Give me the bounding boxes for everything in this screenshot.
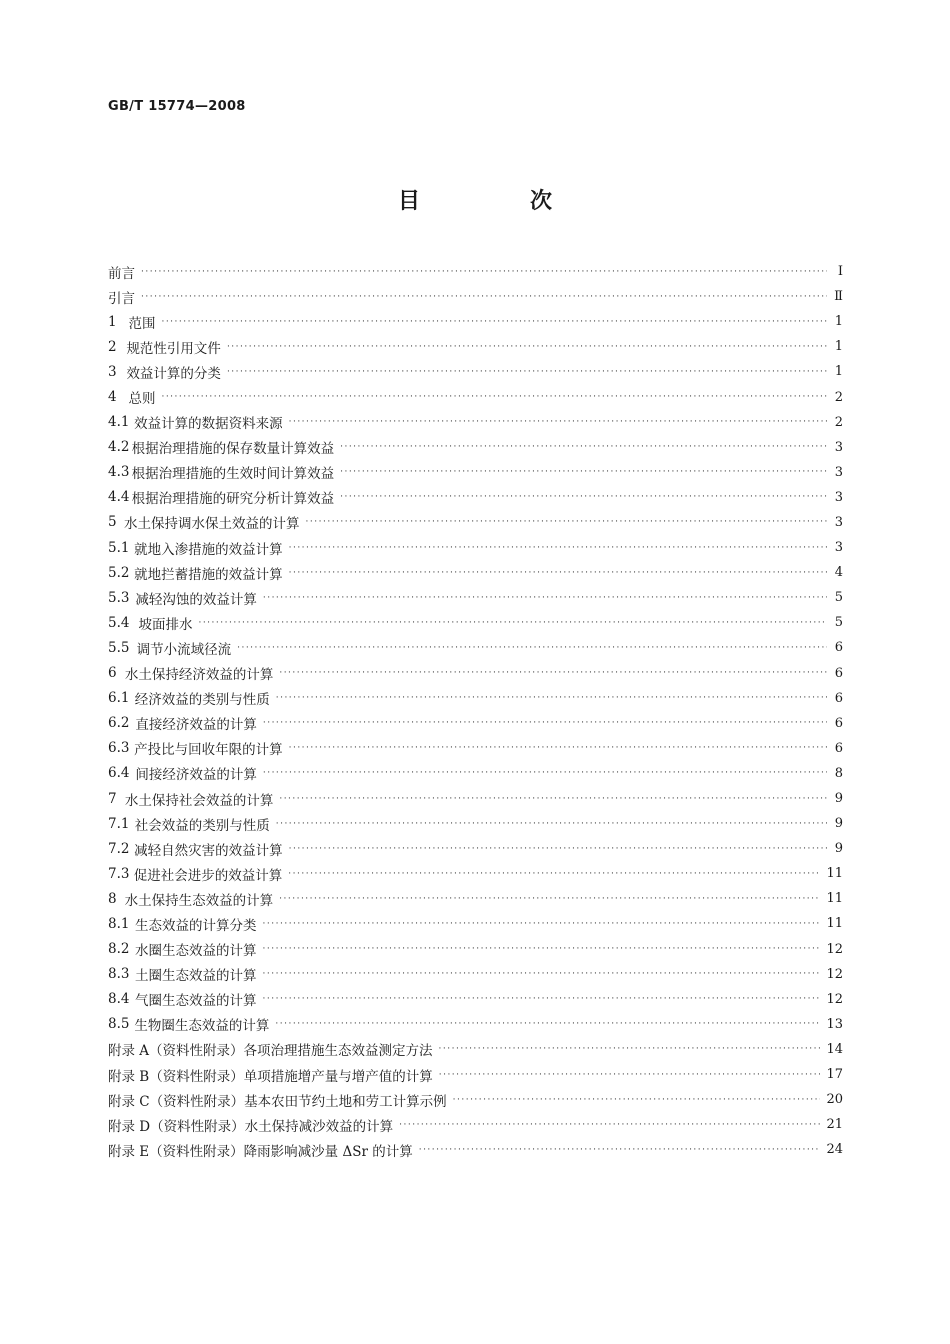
toc-entry-page: 9 (834, 816, 843, 832)
dot-leader (340, 440, 827, 454)
toc-entry-number: 6.3 (108, 740, 130, 757)
toc-entry[interactable] (108, 711, 843, 736)
dot-leader (263, 917, 821, 931)
toc-entry-label: 社会效益的类别与性质 (134, 817, 270, 834)
toc-entry-page: 3 (834, 489, 843, 505)
toc-entry-page: 1 (834, 339, 843, 355)
toc-entry-number: 3 (108, 363, 117, 380)
toc-entry-label: 直接经济效益的计算 (135, 717, 257, 734)
toc-entry-number: 4.3 (108, 464, 130, 481)
toc-entry-page: 2 (834, 414, 843, 430)
dot-leader (399, 1118, 820, 1132)
toc-entry[interactable] (108, 1012, 843, 1037)
toc-entry-number: 8.2 (108, 941, 130, 958)
toc-entry[interactable] (108, 962, 843, 987)
toc-entry[interactable] (108, 911, 843, 936)
dot-leader (289, 566, 827, 580)
dot-leader (161, 390, 827, 404)
toc-entry[interactable] (108, 786, 843, 811)
toc-entry-number: 7 (108, 790, 117, 807)
toc-entry-page: Ⅱ (834, 289, 843, 305)
standard-code: GB/T 15774—2008 (108, 99, 246, 114)
toc-entry[interactable] (108, 661, 843, 686)
toc-entry-label: 经济效益的类别与性质 (134, 692, 270, 709)
toc-entry-number: 4.1 (108, 414, 130, 431)
toc-entry[interactable] (108, 384, 843, 409)
toc-entry[interactable] (108, 535, 843, 560)
dot-leader (227, 340, 827, 354)
toc-entry-page: 6 (834, 665, 843, 681)
toc-entry-label: 总则 (128, 391, 156, 408)
toc-entry-label: 根据治理措施的保存数量计算效益 (131, 441, 335, 458)
toc-entry-label: 降雨影响减沙量 ΔSr 的计算 (243, 1143, 413, 1160)
toc-entry[interactable] (108, 259, 843, 284)
dot-leader (279, 892, 820, 906)
toc-entry-page: Ⅰ (837, 264, 843, 280)
toc-entry-label: 单项措施增产量与增产值的计算 (243, 1068, 433, 1085)
toc-entry-number: 8.3 (108, 966, 130, 983)
toc-entry-number: 6.2 (108, 715, 130, 732)
toc-entry[interactable] (108, 987, 843, 1012)
dot-leader (279, 666, 827, 680)
toc-entry-page: 9 (834, 841, 843, 857)
toc-entry[interactable] (108, 1037, 843, 1062)
toc-entry-label: 引言 (108, 290, 135, 307)
toc-entry-page: 11 (826, 891, 843, 907)
toc-entry-label: 促进社会进步的效益计算 (133, 867, 283, 884)
toc-entry-number: 5.2 (108, 564, 130, 581)
toc-entry-number: 1 (108, 313, 117, 330)
toc-entry-label: 就地拦蓄措施的效益计算 (134, 566, 283, 583)
toc-entry-label: 水土保持减沙效益的计算 (244, 1118, 394, 1135)
toc-entry-label: 效益计算的数据资料来源 (134, 416, 283, 433)
toc-entry-label: 根据治理措施的研究分析计算效益 (131, 491, 335, 508)
toc-entry-page: 11 (826, 916, 843, 932)
toc-entry-label: 减轻沟蚀的效益计算 (135, 591, 257, 608)
toc-entry-label: 生态效益的计算分类 (135, 917, 257, 934)
dot-leader (237, 641, 827, 655)
dot-leader (263, 992, 821, 1006)
toc-entry-label: 水土保持生态效益的计算 (124, 892, 274, 909)
toc-entry-number: 附录 C（资料性附录） (108, 1093, 245, 1110)
dot-leader (141, 265, 827, 279)
toc-entry[interactable] (108, 485, 843, 510)
toc-entry-number: 附录 D（资料性附录） (108, 1118, 245, 1135)
toc-entry-page: 13 (826, 1016, 843, 1032)
toc-entry[interactable] (108, 410, 843, 435)
toc-entry-label: 基本农田节约土地和劳工计算示例 (244, 1093, 447, 1110)
toc-entry-page: 3 (834, 514, 843, 530)
toc-entry[interactable] (108, 861, 843, 886)
dot-leader (289, 741, 827, 755)
toc-entry-page: 12 (826, 966, 843, 982)
dot-leader (263, 716, 827, 730)
dot-leader (263, 591, 827, 605)
toc-entry-label: 各项治理措施生态效益测定方法 (243, 1043, 433, 1060)
dot-leader (198, 616, 827, 630)
toc-entry-page: 5 (834, 615, 843, 631)
toc-entry-label: 气圈生态效益的计算 (135, 993, 257, 1010)
toc-entry-number: 8.4 (108, 991, 130, 1008)
toc-entry-number: 8.5 (108, 1016, 130, 1033)
toc-entry-label: 效益计算的分类 (126, 365, 221, 382)
toc-entry[interactable] (108, 686, 843, 711)
toc-entry-page: 8 (834, 765, 843, 781)
toc-entry[interactable] (108, 635, 843, 660)
toc-entry-page: 11 (826, 866, 843, 882)
dot-leader (289, 415, 827, 429)
dot-leader (276, 691, 827, 705)
toc-entry-page: 3 (834, 439, 843, 455)
toc-entry-label: 前言 (108, 265, 135, 282)
dot-leader (419, 1143, 821, 1157)
dot-leader (141, 290, 827, 304)
toc-entry[interactable] (108, 510, 843, 535)
toc-entry-label: 坡面排水 (138, 616, 193, 633)
toc-entry-number: 8 (108, 890, 117, 907)
toc-entry[interactable] (108, 937, 843, 962)
toc-entry-label: 水圈生态效益的计算 (135, 943, 257, 960)
toc-entry[interactable] (108, 761, 843, 786)
toc-entry-number: 5.4 (108, 614, 130, 631)
toc-entry-page: 5 (834, 590, 843, 606)
toc-entry-page: 4 (834, 565, 843, 581)
toc-entry-label: 规范性引用文件 (126, 340, 221, 357)
toc-entry-label: 就地入渗措施的效益计算 (134, 541, 283, 558)
toc-entry[interactable] (108, 886, 843, 911)
toc-entry-number: 7.1 (108, 815, 130, 832)
toc-entry[interactable] (108, 309, 843, 334)
toc-entry-number: 5.3 (108, 589, 130, 606)
toc-entry-number: 附录 B（资料性附录） (108, 1068, 244, 1085)
dot-leader (161, 315, 827, 329)
toc-entry[interactable] (108, 435, 843, 460)
toc-entry-page: 12 (826, 941, 843, 957)
toc-entry-page: 3 (834, 540, 843, 556)
toc-entry-page: 14 (826, 1041, 843, 1057)
toc-entry-number: 附录 A（资料性附录） (108, 1043, 244, 1060)
toc-entry-number: 4.4 (108, 489, 130, 506)
dot-leader (263, 766, 827, 780)
toc-entry-number: 7.2 (108, 840, 130, 857)
toc-entry-label: 水土保持调水保土效益的计算 (124, 516, 300, 533)
toc-entry-number: 8.1 (108, 915, 130, 932)
dot-leader (439, 1068, 821, 1082)
toc-entry-label: 土圈生态效益的计算 (135, 968, 257, 985)
dot-leader (227, 365, 827, 379)
toc-entry-page: 6 (834, 715, 843, 731)
toc-entry-label: 调节小流域径流 (136, 641, 232, 658)
dot-leader (439, 1042, 821, 1056)
toc-entry-number: 5.5 (108, 639, 130, 656)
toc-entry[interactable] (108, 460, 843, 485)
dot-leader (276, 817, 827, 831)
toc-entry[interactable] (108, 811, 843, 836)
toc-entry-page: 20 (826, 1092, 843, 1108)
toc-entry[interactable] (108, 334, 843, 359)
toc-entry[interactable] (108, 359, 843, 384)
toc-entry-label: 水土保持经济效益的计算 (124, 667, 274, 684)
toc-entry-page: 24 (826, 1142, 843, 1158)
toc-entry[interactable] (108, 1112, 843, 1137)
dot-leader (263, 942, 821, 956)
toc-entry-number: 5 (108, 514, 117, 531)
dot-leader (275, 1017, 820, 1031)
dot-leader (288, 867, 820, 881)
toc-entry-number: 2 (108, 338, 117, 355)
toc-entry[interactable] (108, 284, 843, 309)
toc-entry[interactable] (108, 736, 843, 761)
toc-entry[interactable] (108, 1137, 843, 1162)
toc-entry-label: 水土保持社会效益的计算 (124, 792, 274, 809)
toc-entry-label: 减轻自然灾害的效益计算 (134, 842, 283, 859)
toc-entry-number: 4 (108, 389, 117, 406)
toc-entry-number: 5.1 (108, 539, 130, 556)
toc-entry-number: 6.1 (108, 690, 130, 707)
toc-entry-label: 根据治理措施的生效时间计算效益 (131, 466, 335, 483)
dot-leader (306, 515, 827, 529)
toc-entry-page: 6 (834, 690, 843, 706)
toc-entry-page: 17 (826, 1067, 843, 1083)
toc-entry-page: 2 (834, 389, 843, 405)
toc-entry-label: 间接经济效益的计算 (135, 767, 257, 784)
toc-entry-number: 6 (108, 665, 117, 682)
toc-entry-page: 1 (834, 364, 843, 380)
dot-leader (340, 490, 827, 504)
toc-entry-page: 6 (834, 640, 843, 656)
dot-leader (289, 541, 827, 555)
toc-entry-number: 4.2 (108, 439, 130, 456)
toc-entry-page: 6 (834, 740, 843, 756)
toc-entry[interactable] (108, 610, 843, 635)
dot-leader (263, 967, 821, 981)
table-of-contents (108, 259, 843, 1162)
toc-entry-page: 1 (834, 314, 843, 330)
toc-entry-number: 6.4 (108, 765, 130, 782)
dot-leader (279, 792, 827, 806)
dot-leader (289, 842, 827, 856)
toc-entry-number: 7.3 (108, 865, 130, 882)
toc-entry[interactable] (108, 585, 843, 610)
page-title: 目 次 (397, 189, 596, 214)
toc-entry[interactable] (108, 836, 843, 861)
toc-entry-page: 21 (826, 1117, 843, 1133)
toc-entry-page: 3 (834, 464, 843, 480)
toc-entry-number: 附录 E（资料性附录） (108, 1143, 244, 1160)
toc-entry-label: 产投比与回收年限的计算 (134, 742, 283, 759)
dot-leader (453, 1093, 821, 1107)
toc-entry-label: 生物圈生态效益的计算 (134, 1018, 270, 1035)
toc-entry-page: 9 (834, 791, 843, 807)
toc-entry-page: 12 (826, 991, 843, 1007)
toc-entry[interactable] (108, 560, 843, 585)
toc-entry-label: 范围 (128, 315, 156, 332)
toc-entry[interactable] (108, 1062, 843, 1087)
toc-entry[interactable] (108, 1087, 843, 1112)
dot-leader (340, 465, 827, 479)
